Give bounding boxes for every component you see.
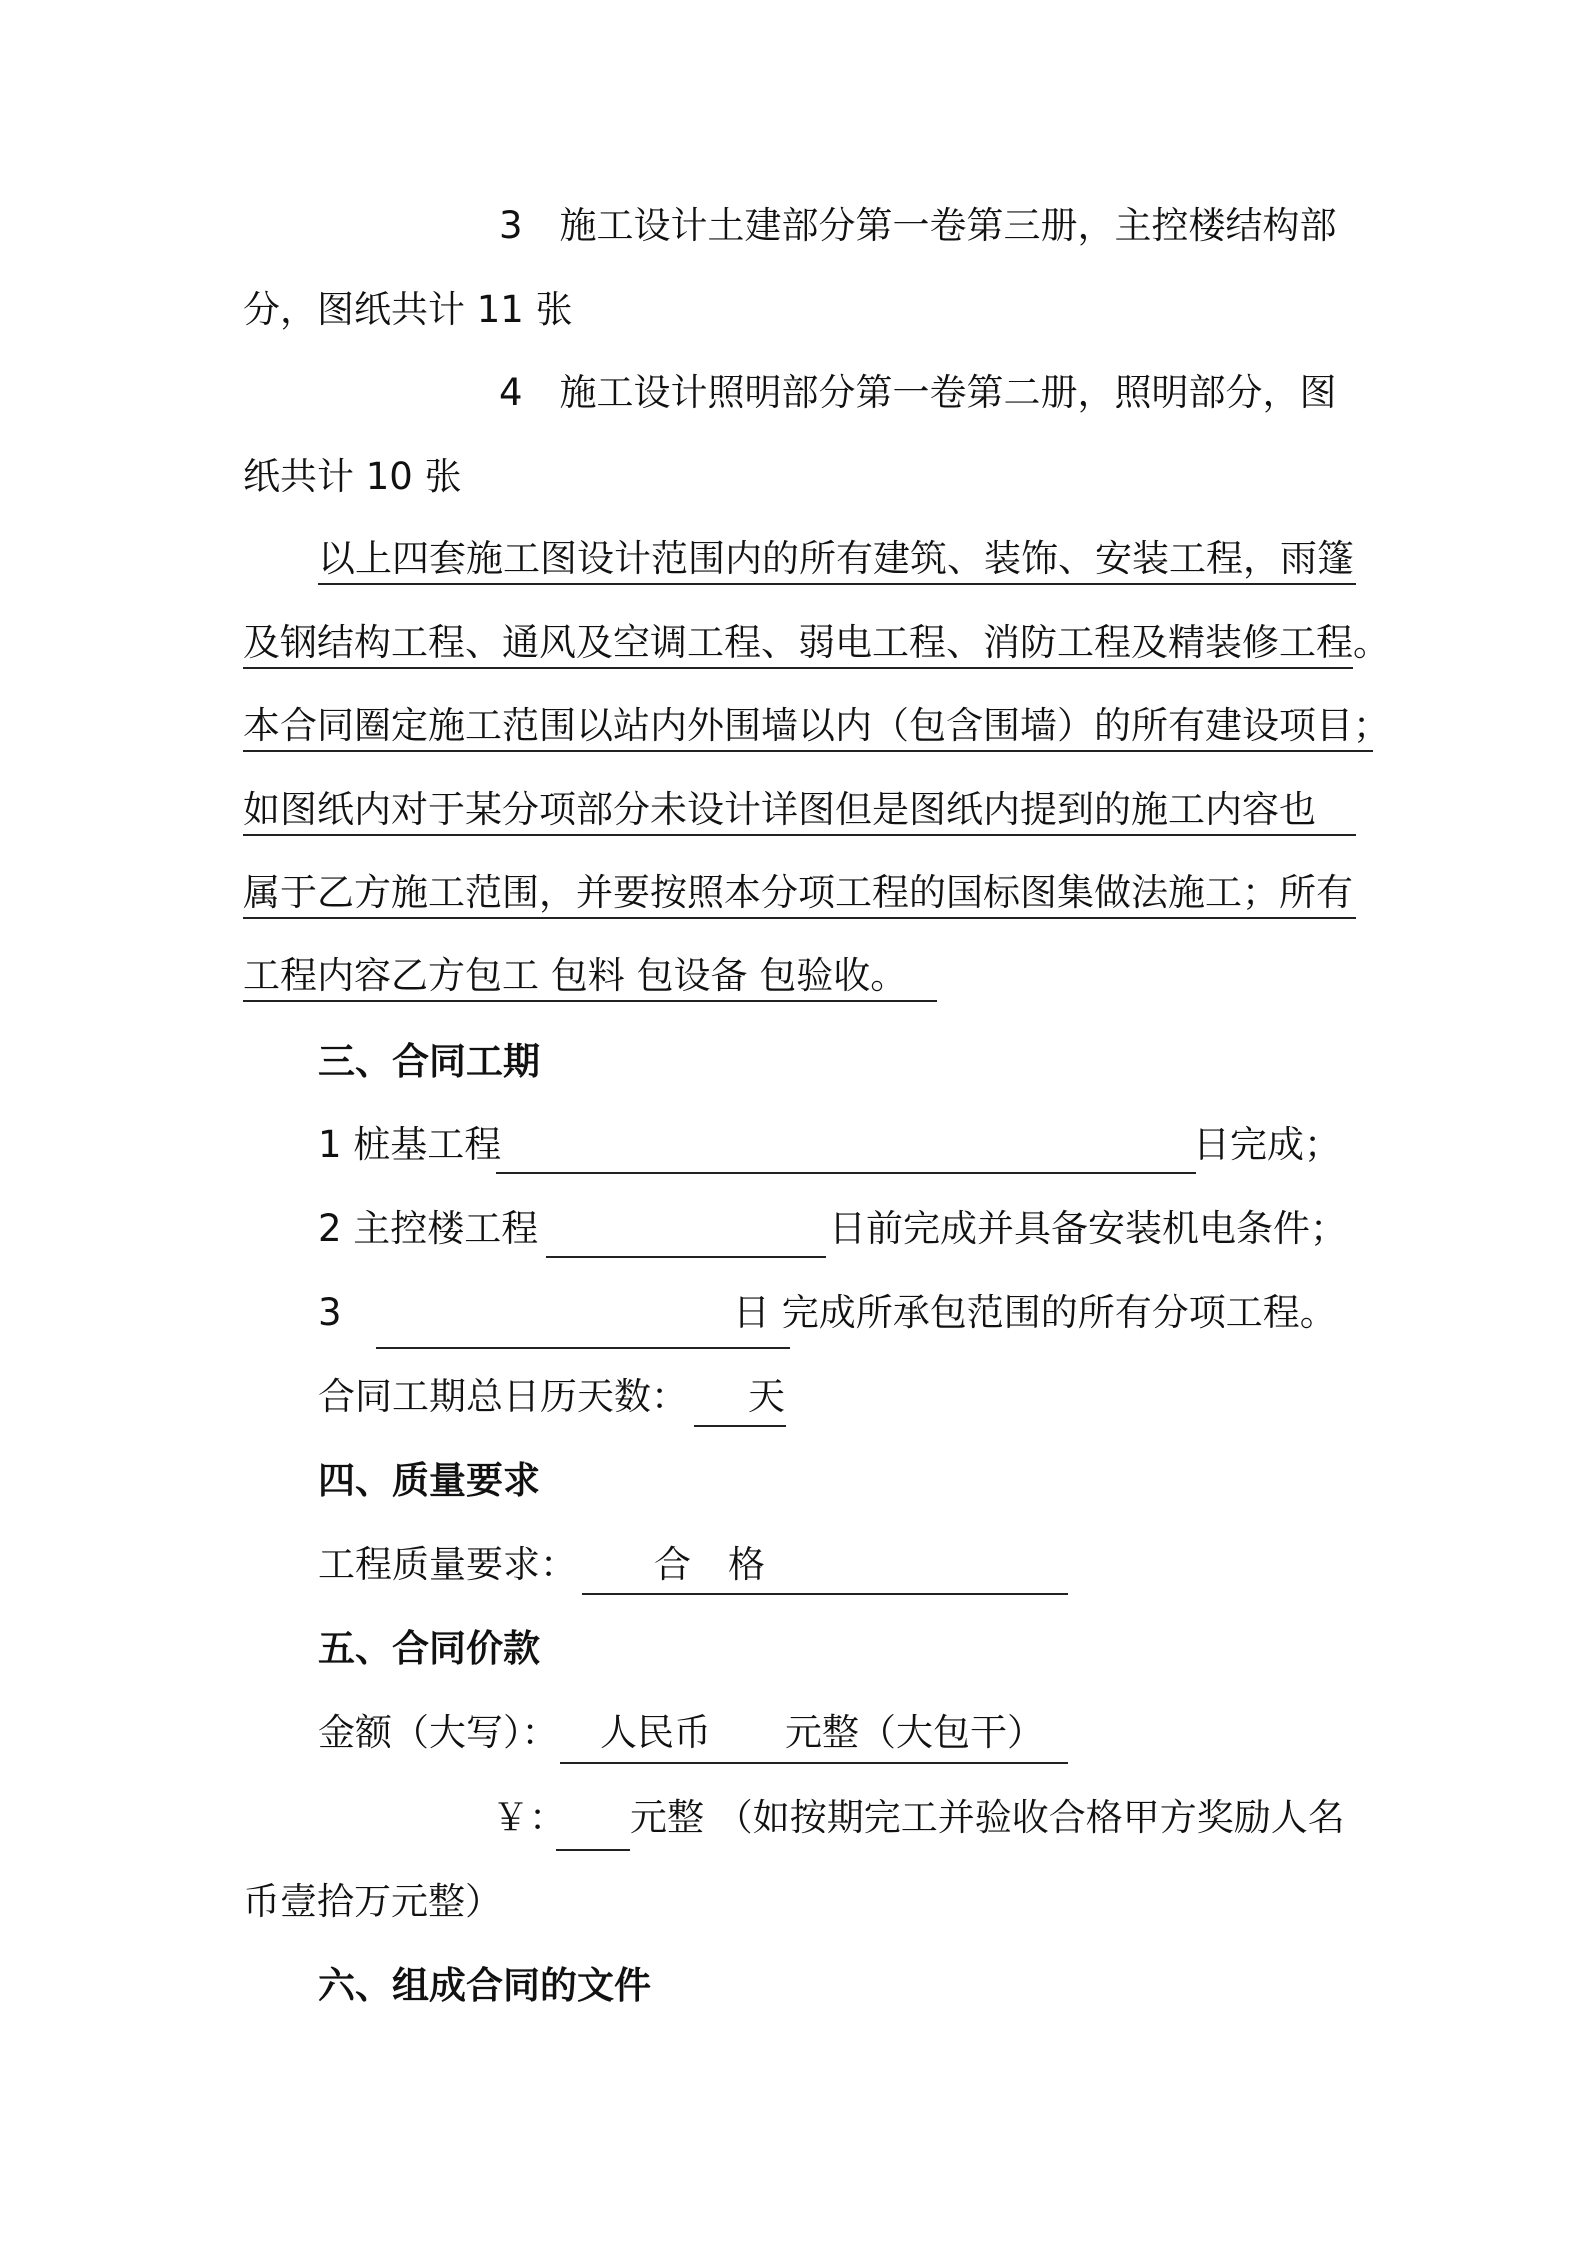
scope-paragraph-line-3: 本合同圈定施工范围以站内外围墙以内（包含围墙）的所有建设项目； (243, 702, 1373, 752)
section-3-heading: 三、合同工期 (318, 1040, 540, 1083)
scope-item-4-line-2: 纸共计 10 张 (243, 455, 462, 498)
duration-item-2-blank (546, 1256, 826, 1258)
duration-item-1-label: 1 桩基工程 (318, 1123, 502, 1166)
quality-label: 工程质量要求： (318, 1543, 577, 1586)
scope-paragraph-line-2: 及钢结构工程、通风及空调工程、弱电工程、消防工程及精装修工程。 (243, 619, 1353, 669)
section-5-heading: 五、合同价款 (318, 1627, 540, 1670)
scope-paragraph-line-6: 工程内容乙方包工 包料 包设备 包验收。 (243, 952, 937, 1002)
scope-paragraph-line-1: 以上四套施工图设计范围内的所有建筑、装饰、安装工程，雨篷 (318, 535, 1356, 585)
duration-item-3-blank (376, 1347, 790, 1349)
quality-blank (582, 1593, 1068, 1595)
yen-suffix-line-2: 币壹拾万元整） (243, 1880, 502, 1923)
section-6-heading: 六、组成合同的文件 (318, 1964, 651, 2007)
duration-item-2-label: 2 主控楼工程 (318, 1207, 539, 1250)
scope-paragraph-line-4: 如图纸内对于某分项部分未设计详图但是图纸内提到的施工内容也 (243, 786, 1356, 836)
scope-item-3-line-2: 分，图纸共计 11 张 (243, 288, 573, 331)
total-days-blank (694, 1425, 786, 1427)
total-days-unit: 天 (748, 1375, 785, 1418)
yen-blank (556, 1849, 630, 1851)
yen-label: ￥： (492, 1796, 566, 1839)
yen-suffix: 元整 （如按期完工并验收合格甲方奖励人名 (630, 1796, 1345, 1839)
scope-item-3-line-1: 3 施工设计土建部分第一卷第三册，主控楼结构部 (499, 204, 1337, 247)
amount-blank (560, 1762, 1068, 1764)
section-4-heading: 四、质量要求 (318, 1459, 540, 1502)
duration-item-3-suffix: 日 完成所承包范围的所有分项工程。 (733, 1291, 1337, 1334)
duration-item-2-suffix: 日前完成并具备安装机电条件； (829, 1207, 1347, 1250)
duration-item-3-label: 3 (318, 1291, 342, 1334)
amount-value: 人民币 元整（大包干） (600, 1711, 1044, 1754)
quality-value: 合 格 (654, 1543, 765, 1586)
total-days-label: 合同工期总日历天数： (318, 1375, 688, 1418)
scope-item-4-line-1: 4 施工设计照明部分第一卷第二册，照明部分，图 (499, 371, 1337, 414)
duration-item-1-suffix: 日完成； (1193, 1123, 1341, 1166)
scope-paragraph-line-5: 属于乙方施工范围，并要按照本分项工程的国标图集做法施工；所有 (243, 869, 1356, 919)
amount-label: 金额（大写）： (318, 1711, 559, 1754)
duration-item-1-blank (496, 1172, 1196, 1174)
